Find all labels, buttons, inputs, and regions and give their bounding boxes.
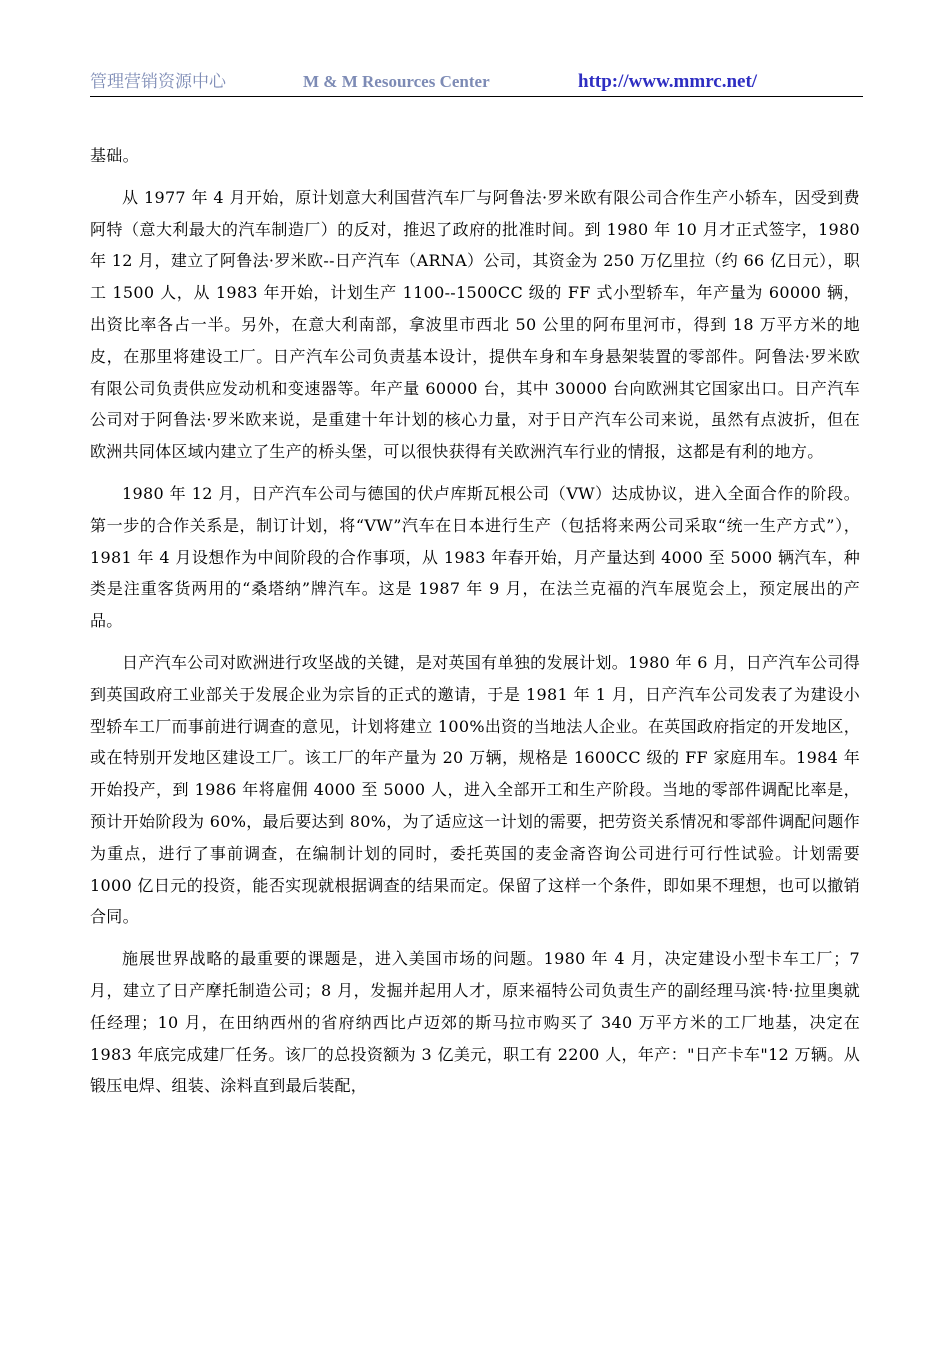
header-org-chinese: 管理营销资源中心 [90,72,226,92]
header-org-english: M & M Resources Center [303,72,490,91]
paragraph-alfa-romeo: 从 1977 年 4 月开始，原计划意大利国营汽车厂与阿鲁法·罗米欧有限公司合作生产小轿车，因受到费阿特（意大利最大的汽车制造厂）的反对，推迟了政府的批准时间。到 1980 年 10 月才正式签字，1980 年 12 月，建立了阿鲁法·罗米欧--日产汽车（ARNA）公司，其资金为 250 万亿里拉（约 66 亿日元），职工 1500 人，从 1983 年开始，计划生产 1100--1500CC 级的 FF 式小型轿车，年产量为 60000 辆，出资比率各占一半。另外，在意大利南部，拿波里市西北 50 公里的阿布里河市，得到 18 万平方米的地皮，在那里将建设工厂。日产汽车公司负责基本设计，提供车身和车身悬架装置的零部件。阿鲁法·罗米欧有限公司负责供应发动机和变速器等。年产量 60000 台，其中 30000 台向欧洲其它国家出口。日产汽车公司对于阿鲁法·罗米欧来说，是重建十年计划的核心力量，对于日产汽车公司来说，虽然有点波折，但在欧洲共同体区域内建立了生产的桥头堡，可以很快获得有关欧洲汽车行业的情报，这都是有利的地方。 [90,187,860,462]
paragraph-us-market: 施展世界战略的最重要的课题是，进入美国市场的问题。1980 年 4 月，决定建设小型卡车工厂；7 月，建立了日产摩托制造公司；8 月，发掘并起用人才，原来福特公司负责生产的副经理马滨·特·拉里奥就任经理；10 月，在田纳西州的省府纳西比卢迈郊的斯马拉市购买了 340 万平方米的工厂地基，决定在 1983 年底完成建厂任务。该厂的总投资额为 3 亿美元，职工有 2200 人，年产："日产卡车"12 万辆。从锻压电焊、组装、涂料直到最后装配， [90,949,860,1096]
document-body [90,140,860,1112]
paragraph-continuation: 基础。 [90,146,139,165]
header-url-link[interactable]: http://www.mmrc.net/ [578,71,758,92]
page-header [90,66,863,97]
paragraph-volkswagen: 1980 年 12 月，日产汽车公司与德国的伏卢库斯瓦根公司（VW）达成协议，进入全面合作的阶段。第一步的合作关系是，制订计划，将“VW”汽车在日本进行生产（包括将来两公司采取“统一生产方式”），1981 年 4 月设想作为中间阶段的合作事项，从 1983 年春开始，月产量达到 4000 至 5000 辆汽车，种类是注重客货两用的“桑塔纳”牌汽车。这是 1987 年 9 月，在法兰克福的汽车展览会上，预定展出的产品。 [90,483,860,631]
paragraph-uk-plan: 日产汽车公司对欧洲进行攻坚战的关键，是对英国有单独的发展计划。1980 年 6 月，日产汽车公司得到英国政府工业部关于发展企业为宗旨的正式的邀请，于是 1981 年 1 月，日产汽车公司发表了为建设小型轿车工厂而事前进行调查的意见，计划将建立 100%出资的当地法人企业。在英国政府指定的开发地区，或在特别开发地区建设工厂。该工厂的年产量为 20 万辆，规格是 1600CC 级的 FF 家庭用车。1984 年开始投产，到 1986 年将雇佣 4000 至 5000 人，进入全部开工和生产阶段。当地的零部件调配比率是，预计开始阶段为 60%，最后要达到 80%，为了适应这一计划的需要，把劳资关系情况和零部件调配问题作为重点，进行了事前调查，在编制计划的同时，委托英国的麦金斋咨询公司进行可行性试验。计划需要 1000 亿日元的投资，能否实现就根据调查的结果而定。保留了这样一个条件，即如果不理想，也可以撤销合同。 [90,652,860,927]
